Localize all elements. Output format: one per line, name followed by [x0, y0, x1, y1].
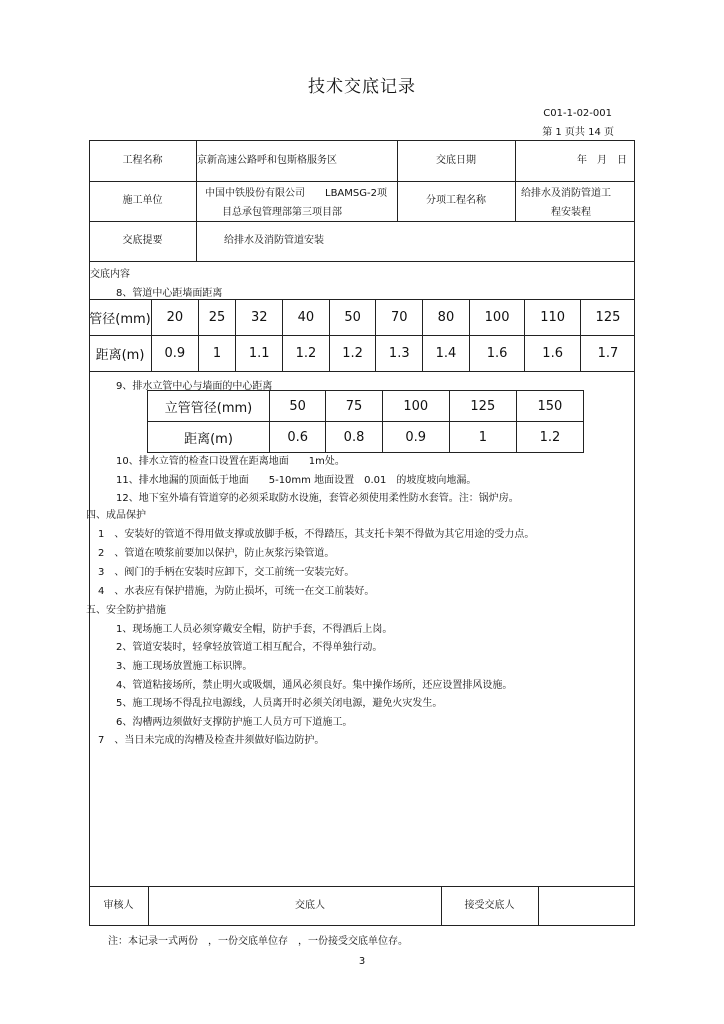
table-cell: 1 [198, 336, 236, 372]
construction-unit-value-line1: 中国中铁股份有限公司 LBAMSG-2项 [205, 188, 387, 199]
discloser-label: 交底人 [295, 900, 325, 911]
table-cell: 1.6 [525, 336, 581, 372]
item-11: 11、排水地漏的顶面低于地面 5-10mm 地面设置 0.01 的坡度坡向地漏。 [116, 475, 477, 486]
sub-project-value-line1: 给排水及消防管道工 [521, 188, 611, 199]
table-row-label: 立管管径(mm) [148, 391, 270, 422]
table-cell: 25 [198, 300, 236, 336]
receiver-label: 接受交底人 [464, 900, 515, 911]
divider [89, 886, 635, 887]
table-cell: 100 [469, 300, 525, 336]
item-9: 9、排水立管中心与墙面的中心距离 [116, 381, 273, 392]
standpipe-wall-distance-table [147, 390, 584, 453]
section-4-title: 四、成品保护 [86, 510, 146, 521]
table-cell: 1.2 [283, 336, 330, 372]
pipe-wall-distance-table [89, 299, 635, 372]
list-item: 2、管道安装时，轻拿轻放管道工相互配合，不得单独行动。 [116, 642, 383, 653]
page-title: 技术交底记录 [308, 77, 416, 97]
table-cell: 70 [376, 300, 423, 336]
project-name-value: 京新高速公路呼和包斯格服务区 [197, 154, 337, 166]
table-row-label: 距离(m) [89, 336, 152, 372]
table-cell: 1 [449, 422, 516, 453]
project-name-label: 工程名称 [122, 154, 163, 166]
table-cell: 50 [329, 300, 376, 336]
reviewer-label: 审核人 [103, 900, 134, 911]
page-info: 第 1 页共 14 页 [542, 127, 614, 138]
table-cell: 1.7 [580, 336, 635, 372]
table-cell: 75 [326, 391, 382, 422]
table-cell: 1.6 [469, 336, 525, 372]
table-cell: 0.9 [382, 422, 449, 453]
table-cell: 110 [525, 300, 581, 336]
section-5-title: 五、安全防护措施 [86, 605, 166, 616]
divider [515, 140, 516, 221]
table-cell: 0.8 [326, 422, 382, 453]
table-cell: 32 [236, 300, 283, 336]
table-row-label: 管径(mm) [89, 300, 152, 336]
table-cell: 20 [152, 300, 199, 336]
list-item: 4 、水表应有保护措施，为防止损坏，可统一在交工前装好。 [98, 586, 375, 597]
table-cell: 0.6 [270, 422, 326, 453]
item-10: 10、排水立管的检查口设置在距离地面 1m处。 [116, 456, 345, 467]
divider [89, 261, 635, 262]
table-cell: 150 [516, 391, 583, 422]
list-item: 5、施工现场不得乱拉电源线，人员离开时必须关闭电源，避免火灾发生。 [116, 698, 443, 709]
table-cell: 0.9 [152, 336, 199, 372]
sub-project-value-line2: 程安装程 [551, 207, 591, 218]
table-cell: 1.4 [423, 336, 470, 372]
summary-label: 交底提要 [122, 235, 163, 246]
list-item: 7 、当日未完成的沟槽及检查井须做好临边防护。 [98, 735, 325, 746]
item-8: 8、管道中心距墙面距离 [116, 288, 223, 299]
list-item: 6、沟槽两边须做好支撑防护施工人员方可下道施工。 [116, 717, 353, 728]
table-cell: 125 [580, 300, 635, 336]
list-item: 1 、安装好的管道不得用做支撑或放脚手板，不得踏压，其支托卡架不得做为其它用途的受力点。 [98, 529, 535, 540]
date-label: 交底日期 [436, 154, 476, 166]
divider [148, 886, 149, 926]
table-cell: 1.2 [329, 336, 376, 372]
list-item: 3、施工现场放置施工标识牌。 [116, 661, 253, 672]
table-cell: 1.3 [376, 336, 423, 372]
list-item: 3 、阀门的手柄在安装时应卸下，交工前统一安装完好。 [98, 567, 355, 578]
footnote: 注：本记录一式两份 ，一份交底单位存 ，一份接受交底单位存。 [108, 936, 408, 947]
list-item: 1、现场施工人员必须穿戴安全帽，防护手套，不得酒后上岗。 [116, 624, 393, 635]
table-cell: 100 [382, 391, 449, 422]
list-item: 4、管道粘接场所，禁止明火或吸烟，通风必须良好。集中操作场所，还应设置排风设施。 [116, 680, 513, 691]
divider [538, 886, 539, 926]
construction-unit-value-line2: 目总承包管理部第三项目部 [222, 207, 342, 218]
table-cell: 1.1 [236, 336, 283, 372]
summary-value: 给排水及消防管道安装 [224, 235, 324, 246]
date-value: 年 月 日 [577, 154, 627, 166]
table-cell: 80 [423, 300, 470, 336]
page-number: 3 [358, 956, 366, 967]
document-code: C01-1-02-001 [543, 108, 612, 119]
list-item: 2 、管道在喷浆前要加以保护，防止灰浆污染管道。 [98, 548, 335, 559]
table-cell: 125 [449, 391, 516, 422]
content-label: 交底内容 [90, 269, 130, 280]
construction-unit-label: 施工单位 [122, 195, 163, 206]
item-12: 12、地下室外墙有管道穿的必须采取防水设施，套管必须使用柔性防水套管。注：锅炉房。 [116, 493, 519, 504]
table-cell: 1.2 [516, 422, 583, 453]
sub-project-label: 分项工程名称 [426, 195, 486, 206]
table-cell: 40 [283, 300, 330, 336]
table-row-label: 距离(m) [148, 422, 270, 453]
table-cell: 50 [270, 391, 326, 422]
